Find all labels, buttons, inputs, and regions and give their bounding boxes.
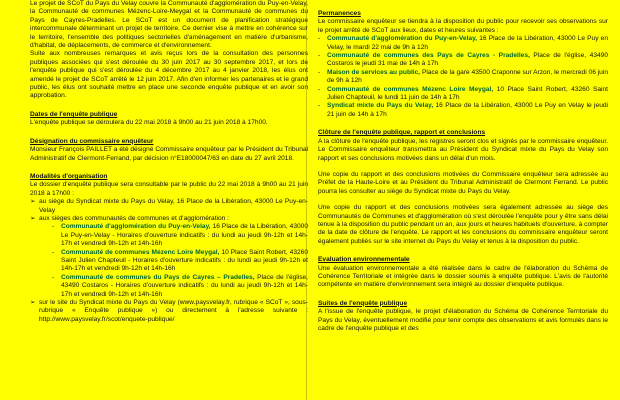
list-item: [318, 102, 608, 119]
dash-bullet-icon: -: [318, 85, 321, 93]
cloture-paragraph-2: Une copie du rapport et des conclusions motivées du Commissaire enquêteur sera adressée au Préfet de la Haute-Loire et au Président du Tribunal Administratif de Clermont Ferrand. Le public pourra les consulter au siège du Syndicat mixte du Pays du Velay.: [318, 170, 608, 195]
arrow-bullet-icon: ➢: [30, 214, 36, 222]
intro-paragraph-1: Le projet de SCoT du Pays du Velay couvre la Communauté d'agglomération du Puy-en-Velay, la Communauté de communes Mézenc-Loire-Meygal et la Communauté de communes du Pays de Cayres-Pradelles. Le SCoT est un document de planification stratégique intercommunale déterminant un projet de territoire. Ce dernier vise à mettre en cohérence sur le territoire, l'ensemble des politiques sectorielles d'aménagement en matière d'urbanisme, d'habitat, de déplacements, de commerce et d'environnement.: [30, 0, 308, 50]
arrow-bullet-icon: ➢: [30, 299, 36, 306]
mezenc-details: 10 Place Saint Robert, 43260 Saint Julien Chapteuil - Horaires d'ouverture indicatifs : du lundi au jeudi 9h-12h et 14h-17h et vendredi 9h-12h et 14h-16h: [61, 248, 308, 273]
evaluation-text: Une évaluation environnementale a été réalisée dans le cadre de l'élaboration du Schéma de Cohérence Territoriale et intégrée dans le dossier soumis à enquête publique. L'avis de l'autorité compétente en matière d'environnement sera intégré au dossier d'enquête publique.: [318, 264, 608, 289]
agglo-name: Communauté d'agglomération du Puy-en-Velay,: [61, 223, 211, 231]
perm-mezenc-name: Communauté de communes Mézenc Loire Meygal,: [327, 85, 494, 93]
list-item: [30, 299, 308, 324]
cloture-paragraph-3: Une copie du rapport et des conclusions motivées sera également adressée au siège des Communautés de Communes et d'agglomération où s'est déroulée l'enquête pour y être sans délai tenue à la disposition du public pendant un an, aux jours et heures habituels d'ouverture, à compter de la date de clôture de l'enquête. Le rapport et les conclusions du commissaire enquêteur seront également publiés sur le site internet du Pays du Velay et tenus à la disposition du public.: [318, 204, 608, 245]
bullet-syndicat-text: au siège du Syndicat mixte du Pays du Velay, 16 Place de la Libération, 43000 Le Puy-en-Velay: [39, 198, 308, 214]
perm-cayres-name: Communauté de communes des Pays de Cayres - Pradelles,: [327, 52, 530, 60]
bullet-site-text: sur le site du Syndicat mixte du Pays du Velay (www.paysvelay.fr, rubrique « SCoT », sous-rubrique « Enquête publique ») ou directement à l'adresse suivante : http://www.paysvelay.fr/scot/enquete-publique/: [39, 299, 308, 323]
cloture-paragraph-1: A la clôture de l'enquête publique, les registres seront clos et signés par le commissaire enquêteur. Le Commissaire enquêteur transmettra au Président du Syndicat mixte du Pays du Velay son rapport et ses conclusions motivées dans un délai d'un mois.: [318, 137, 608, 162]
designation-text: Monsieur François PAILLET a été désigné Commissaire enquêteur par le Président du Tribunal Administratif de Clermont-Ferrand, par décision n°E18000047/63 en date du 27 avril 2018.: [30, 146, 308, 162]
dash-bullet-icon: -: [318, 52, 321, 60]
dash-bullet-icon: -: [52, 273, 55, 281]
list-item: [52, 274, 308, 299]
perm-cayres-details: Place de l'église, 43490 Costaros le jeudi 31 mai de 14h à 17h: [327, 52, 608, 68]
list-item: [52, 223, 308, 248]
right-column: [318, 0, 608, 333]
evaluation-heading: Evaluation environnementale: [318, 256, 410, 264]
dash-bullet-icon: -: [318, 102, 321, 110]
dash-bullet-icon: -: [318, 68, 321, 76]
cayres-name: Communauté de communes du Pays de Cayres – Pradelles,: [61, 273, 255, 281]
permanences-intro: Le commissaire enquêteur se tiendra à la disposition du public pour recevoir ses observations sur le projet arrêté de SCoT aux lieux, dates et heures suivantes :: [318, 18, 608, 34]
perm-mezenc-details: 10 Place Saint Robert, 43260 Saint Julien Chapteuil, le lundi 11 juin de 14h à 17h: [327, 85, 609, 102]
list-item: [318, 35, 608, 52]
perm-agglo-details: 16 Place de la Libération, 43000 Le Puy en Velay, le mardi 22 mai de 9h à 12h: [327, 35, 608, 51]
list-item: [30, 198, 308, 215]
perm-syndicat-name: Syndicat mixte du Pays du Velay,: [327, 102, 434, 110]
dash-bullet-icon: -: [318, 35, 321, 43]
suites-text: A l'issue de l'enquête publique, le projet d'élaboration du Schéma de Cohérence Territoriale du Pays du Velay, éventuellement modifié pour tenir compte des observations et avis formulés dans le cadre de l'enquête publique et des: [318, 308, 608, 332]
list-item: [318, 69, 608, 86]
dates-text: L'enquête publique se déroulera du 22 mai 2018 à 9h00 au 21 juin 2018 à 17h00.: [30, 119, 268, 127]
mezenc-name: Communauté de communes Mézenc Loire Meygal,: [61, 248, 220, 256]
list-item: [318, 86, 608, 103]
permanences-heading: Permanences: [318, 10, 361, 17]
perm-msap-name: Maison de services au public,: [327, 68, 421, 76]
dash-bullet-icon: -: [52, 248, 55, 256]
list-item: [318, 52, 608, 69]
agglo-details: 16 Place de la Libération, 43000 Le Puy-en-Velay - Horaires d'ouverture indicatifs : du lundi au jeudi 9h-12h et 14h-17h et vendredi 9h-12h et 14h-16h: [61, 223, 308, 248]
suites-heading: Suites de l'enquête publique: [318, 299, 408, 307]
perm-syndicat-details: 16 Place de la Libération, 43000 Le Puy en Velay le jeudi 21 juin de 14h à 17h: [327, 102, 608, 118]
dates-heading: Dates de l'enquête publique: [30, 110, 118, 118]
cayres-details: Place de l'église, 43490 Costaros - Horaires d'ouverture indicatifs : du lundi au jeudi 9h-12h et 14h-17h et vendredi 9h-12h et 14h-16h: [61, 273, 309, 298]
list-item: [30, 215, 308, 223]
dash-bullet-icon: -: [52, 223, 55, 231]
modalites-intro: Le dossier d'enquête publique sera consultable par le public du 22 mai 2018 à 9h00 au 21 juin 2018 à 17h00 :: [30, 181, 308, 197]
bullet-sieges-text: aux sièges des communautés de communes et d'agglomération :: [39, 214, 230, 222]
perm-msap-details: Place de la gare 43500 Craponne sur Arzon, le mercredi 06 juin de 9h à 12h: [327, 68, 608, 85]
cloture-heading: Clôture de l'enquête publique, rapport et conclusions: [318, 129, 486, 137]
intro-paragraph-2: Suite aux nombreuses remarques et avis reçus lors de la consultation des personnes publiques associées qui s'est déroulée du 30 juin 2017 au 30 septembre 2017, et lors de l'enquête publique qui s'est déroulée du 4 décembre 2017 au 4 janvier 2018, les élus ont amendé le projet de SCoT arrêté le 12 juin 2017. Afin d'en informer les partenaires et le grand public, les élus ont souhaité mettre en place une seconde enquête publique et en avoir son approbation.: [30, 50, 308, 100]
list-item: [52, 249, 308, 274]
left-column: [30, 0, 308, 324]
modalites-heading: Modalités d'organisation: [30, 172, 108, 180]
perm-agglo-name: Communauté d'agglomération du Puy-en-Velay,: [327, 35, 478, 43]
arrow-bullet-icon: ➢: [30, 198, 36, 206]
designation-heading: Désignation du commissaire enquêteur: [30, 137, 154, 145]
